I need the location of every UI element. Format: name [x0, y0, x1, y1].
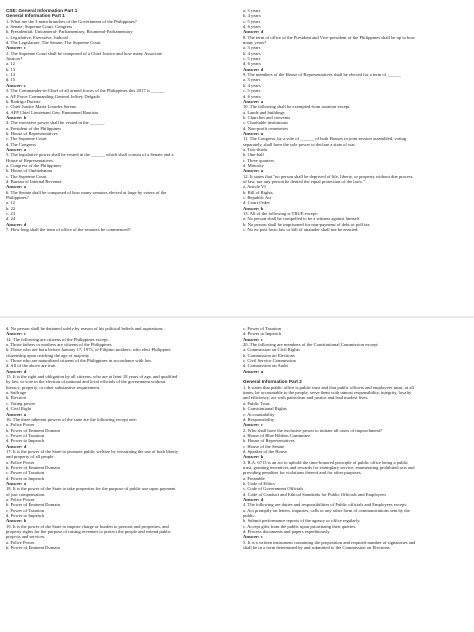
- text-line: 15. It is the right and obligation by all citizens, who are at least 18 years of age, and qualified: [6, 374, 178, 380]
- text-line: 13. All of the following is TRUE except:: [243, 211, 318, 217]
- text-line: property rights for the purpose of raising revenues to protect the people and extend public: [6, 529, 171, 535]
- text-line: b. 4 years: [243, 82, 261, 88]
- answer-line: Answer: c: [6, 331, 26, 337]
- text-line: 9. The members of the House of Representatives shall be elected for a term of ______: [243, 72, 402, 78]
- text-line: b. Constitutional Rights: [243, 406, 287, 412]
- answer-line: Answer: d: [6, 368, 27, 374]
- text-line: c. 5 years: [243, 56, 261, 62]
- text-line: 1. It states that public office is public trust and that public officers and employees must, at all: [243, 384, 414, 390]
- text-line: d. The Congress: [6, 141, 36, 147]
- text-line: c. House of the Senate: [243, 443, 285, 449]
- text-line: 17. It is the power of the State to promote public welfare by restraining the use of both liberty: [6, 448, 179, 454]
- text-line: 5. It is a written instrument containing the proposition and required number of signatories and: [243, 539, 416, 545]
- text-line: a. Two-thirds: [243, 146, 268, 152]
- answer-line: Answer: d: [6, 221, 27, 227]
- text-line: b. House of Representatives: [6, 130, 58, 136]
- answer-line: Answer: a: [243, 130, 264, 136]
- text-line: b. Election: [6, 395, 26, 401]
- text-line: d. Speaker of the House: [243, 448, 288, 454]
- text-line: 4. The following are duties and responsibilities of Public officials and Employees except:: [243, 502, 408, 508]
- text-line: and efficiency, act with patriotism and justice and lead modest lives.: [243, 395, 369, 401]
- text-line: a. 3 years: [243, 8, 261, 13]
- text-line: d. AFP Chief Lieutenant Gen. Emmanuel Bautista: [6, 109, 98, 115]
- text-line: Justices?: [6, 56, 23, 62]
- text-line: d. Commission on Audit: [243, 363, 288, 369]
- answer-line: Answer: b: [6, 114, 27, 120]
- text-line: d. Bureau of Internal Revenue: [6, 179, 62, 184]
- section-heading: General Information Part 2: [243, 379, 302, 385]
- text-line: trust, granting incentives and rewards for exemplary service, enumerating prohibited acts and: [243, 464, 415, 470]
- answer-line: Answer: a: [243, 368, 264, 374]
- section-heading: CSE: General Information Part 1: [6, 8, 78, 13]
- text-line: d. Minority: [243, 162, 264, 168]
- text-line: d. 24: [6, 216, 16, 222]
- text-line: c. No ex post facto law or bill of attainder shall not be enacted.: [243, 227, 359, 233]
- text-line: b. House of Representatives: [243, 438, 295, 444]
- text-line: 2. Who shall have the exclusive power to initiate all cases of impeachment?: [243, 427, 383, 433]
- text-line: separately, shall have the sole power to declare a state of war.: [243, 141, 356, 147]
- text-line: b. Rodrigo Duterte: [6, 98, 41, 104]
- text-line: c. Power of Taxation: [6, 470, 45, 476]
- text-line: a. Preamble: [243, 475, 265, 481]
- text-line: a. President of the Philippines: [6, 125, 61, 131]
- answer-line: Answer: b: [6, 518, 27, 524]
- text-line: b. Power of Eminent Domain: [6, 427, 60, 433]
- page-1-right-column: [243, 8, 469, 232]
- text-line: a. AF Force Commanding General Jeffrey Delgado: [6, 93, 100, 99]
- text-line: d. Power to Impeach: [6, 438, 45, 444]
- text-line: c. Legislative, Executive, Judicial: [6, 34, 68, 40]
- text-line: a. Police Power: [6, 422, 35, 428]
- text-line: b. Commission on Elections: [243, 352, 295, 358]
- text-line: of law, nor any person be denied the equal protection of the laws.": [243, 179, 365, 184]
- text-line: b. 4 years: [243, 50, 261, 56]
- text-line: a. Suffrage: [6, 390, 27, 396]
- page-2-left-column: [6, 326, 232, 550]
- text-line: citizenship upon reaching the age of majority: [6, 352, 90, 358]
- answer-line: Answer: c: [243, 534, 263, 540]
- text-line: b. 4 years: [243, 13, 261, 19]
- text-line: c. Power of Taxation: [6, 507, 45, 513]
- text-line: 7. How long shall the term of office of the senators be commenced?: [6, 227, 131, 233]
- text-line: c. Those who are naturalized citizens of the Philippines in accordance with law.: [6, 358, 153, 364]
- answer-line: Answer: b: [243, 205, 264, 211]
- text-line: 5. The legislative power shall be vested in the ______ which shall consist of a Senate and a: [6, 152, 174, 158]
- text-line: c. The Supreme Court: [6, 136, 47, 142]
- text-line: 4. The executive power shall be vested in the ______.: [6, 120, 105, 126]
- text-line: a. Article VI: [243, 184, 266, 190]
- text-line: 6. The Senate shall be composed of how many senators elected at large by voters of the: [6, 189, 167, 195]
- text-line: b. Submit performance reports of the agency or office regularly.: [243, 518, 361, 524]
- text-line: d. 6 years: [243, 93, 261, 99]
- text-line: a. Commission on Civil Rights: [243, 347, 300, 353]
- text-line: a. Police Power: [6, 459, 35, 465]
- text-line: b. 13: [6, 66, 16, 72]
- text-line: of just compensation.: [6, 491, 46, 497]
- text-line: c. Code of Government Officials: [243, 486, 304, 492]
- text-line: 2. The Supreme Court shall be composed of a Chief Justice and how many Associate: [6, 50, 162, 56]
- text-line: d. No person shall be detained solely by reason of his political beliefs and aspirations.: [6, 326, 164, 331]
- text-line: a. Congress of the Philippines: [6, 162, 61, 168]
- text-line: c. 5 years: [243, 18, 261, 24]
- text-line: b. House of Ombudsman: [6, 168, 52, 174]
- text-line: d. 6 years: [243, 24, 261, 30]
- text-line: c. Republic Act: [243, 195, 272, 201]
- text-line: c. Accept gifts from the public upon prioritizing their queries.: [243, 523, 357, 529]
- text-line: a. Senate, Supreme Court, Congress: [6, 24, 73, 30]
- text-line: 3. The Commander-in-Chief of all armed forces of the Philippines this 2017 is ______: [6, 88, 165, 94]
- text-line: b. Presidential, Unicameral- Parliamentary, Bicameral-Parliamentary: [6, 29, 133, 35]
- text-line: and property of all people.: [6, 454, 55, 460]
- answer-line: Answer: a: [243, 98, 264, 104]
- answer-line: Answer: c: [243, 422, 263, 428]
- text-line: by law, to vote in the election of national and local officials of the government without: [6, 379, 166, 385]
- answer-line: Answer: c: [6, 82, 26, 88]
- text-line: times, be accountable to the people, serve them with utmost responsibility, integrity, loyalty: [243, 390, 412, 396]
- text-line: d. Civil Right: [6, 406, 32, 412]
- answer-line: Answer: d: [243, 497, 264, 502]
- text-line: b. Bill of Rights: [243, 189, 273, 195]
- text-line: d. Power to Impeach: [6, 513, 45, 519]
- text-line: 20. The following are members of the Constitutional Commission except:: [243, 342, 379, 348]
- text-line: 16. The three inherent powers of the state are the following except one:: [6, 416, 137, 422]
- text-line: a. Public Trust: [243, 400, 270, 406]
- text-line: d. Court Order: [243, 200, 270, 206]
- text-line: c. Voting power: [6, 400, 36, 406]
- text-line: 1. What are the 3 main branches of the Government of the Philippines?: [6, 18, 137, 24]
- answer-line: Answer: a: [243, 168, 264, 174]
- text-line: b. Those who are born before January 17, 1973, of Filipino mothers, who elect Philippine: [6, 347, 171, 353]
- text-line: d. Power to Impeach: [6, 475, 45, 481]
- text-line: 18. It is the power of the State to take properties for the purpose of public use upon payment: [6, 486, 176, 492]
- text-line: d. Responsibility: [243, 416, 275, 422]
- answer-line: Answer: a: [6, 480, 27, 486]
- text-line: House of Representatives.: [6, 157, 55, 163]
- text-line: many years?: [243, 40, 267, 46]
- page-2-right-column: [243, 326, 469, 550]
- text-line: a. 3 years: [243, 77, 261, 83]
- text-line: a. Lands and buildings: [243, 109, 285, 115]
- text-line: b. Power of Eminent Domain: [6, 545, 60, 551]
- text-line: d. 15: [6, 77, 16, 83]
- text-line: a. House of Blue Ribbon Committee: [243, 432, 311, 438]
- text-line: b. Power of Eminent Domain: [6, 502, 60, 508]
- text-line: 11. The Congress, by a vote of ______ of both Houses in joint session assembled, voting: [243, 136, 407, 142]
- text-line: c. The Supreme Court: [6, 173, 47, 179]
- document-page-2: [0, 318, 474, 632]
- text-line: a. Police Power: [6, 539, 35, 545]
- text-line: literacy, property, or other substantive requirement.: [6, 384, 101, 390]
- text-line: c. 23: [6, 211, 15, 217]
- text-line: b. Churches and convents: [243, 114, 291, 120]
- text-line: d. 6 years: [243, 61, 261, 67]
- text-line: b. Power of Eminent Domain: [6, 464, 60, 470]
- text-line: 3. R.A. 6713 is an act to uphold the time-honored principle of public office being a public: [243, 459, 409, 465]
- answer-line: Answer: c: [6, 45, 26, 51]
- text-line: d. The Legislature, The Senate, The Supreme Court: [6, 40, 101, 46]
- text-line: 14. The following are citizens of the Philippines except:: [6, 336, 109, 342]
- text-line: a. Act promptly on letters, inquiries, calls or any other form of communications sent by the: [243, 507, 410, 513]
- text-line: Philippines?: [6, 195, 29, 201]
- section-heading: General Information Part 1: [6, 13, 65, 19]
- answer-line: Answer: a: [6, 411, 27, 417]
- answer-line: Answer: c: [243, 336, 263, 342]
- text-line: 19. It is the power of the State to impose charge or burden to persons and properties, and: [6, 523, 169, 529]
- text-line: projects and services.: [6, 534, 46, 540]
- text-line: b. No person shall be imprisoned for non-payment of debt or poll tax.: [243, 221, 371, 227]
- text-line: c. Accountability: [243, 411, 275, 417]
- text-line: a. Police Power: [6, 497, 35, 502]
- text-line: b. Code of Ethics: [243, 480, 275, 486]
- text-line: d. Process documents and papers expeditiously.: [243, 529, 331, 535]
- text-line: d. All of the above are true.: [6, 363, 57, 369]
- text-line: c. Civil Service Commission: [243, 358, 296, 364]
- answer-line: Answer: d: [6, 443, 27, 449]
- text-line: public.: [243, 513, 256, 519]
- text-line: a. 12: [6, 61, 15, 67]
- text-line: a. Those fathers or mothers are citizens of the Philippines: [6, 342, 112, 348]
- text-line: b. 22: [6, 205, 16, 211]
- text-line: c. Charitable institutions: [243, 120, 289, 126]
- text-line: b. One-half: [243, 152, 264, 158]
- text-line: c. Three quarters: [243, 157, 274, 163]
- text-line: a. 12: [6, 200, 15, 206]
- text-line: a. 3 years: [243, 45, 261, 51]
- answer-line: Answer: d: [243, 29, 264, 35]
- answer-line: Answer: d: [243, 66, 264, 72]
- text-line: c. 5 years: [243, 88, 261, 94]
- text-line: a. No person shall be compelled to be a witness against himself: [243, 216, 360, 222]
- answer-line: Answer: a: [6, 146, 27, 152]
- text-line: d. Non-profit cemeteries: [243, 125, 289, 131]
- text-line: d. Power to Impeach: [243, 331, 282, 337]
- text-line: 8. The term of office of the President and Vice-president of the Philippines shall be up to how: [243, 34, 415, 40]
- text-line: providing penalties for violations thereof and for other purposes.: [243, 470, 362, 476]
- page-1-left-column: [6, 8, 232, 232]
- text-line: c. Power of Taxation: [6, 432, 45, 438]
- text-line: c. 14: [6, 72, 15, 78]
- text-line: 10. The following shall be exempted from taxation except: [243, 104, 350, 110]
- text-line: c. Chief Justice Maria Lourdes Sereno: [6, 104, 77, 110]
- text-line: shall be in a form determined by and submitted to the Commission on Elections.: [243, 545, 391, 551]
- text-line: c. Power of Taxation: [243, 326, 282, 331]
- text-line: d. Code of Conduct and Ethical Standards for Public Officials and Employees: [243, 491, 387, 497]
- text-line: 12. It states that "no person shall be deprived of life, liberty, or property without due process: [243, 173, 413, 179]
- answer-line: Answer: a: [6, 184, 27, 190]
- answer-line: Answer: b: [243, 454, 264, 460]
